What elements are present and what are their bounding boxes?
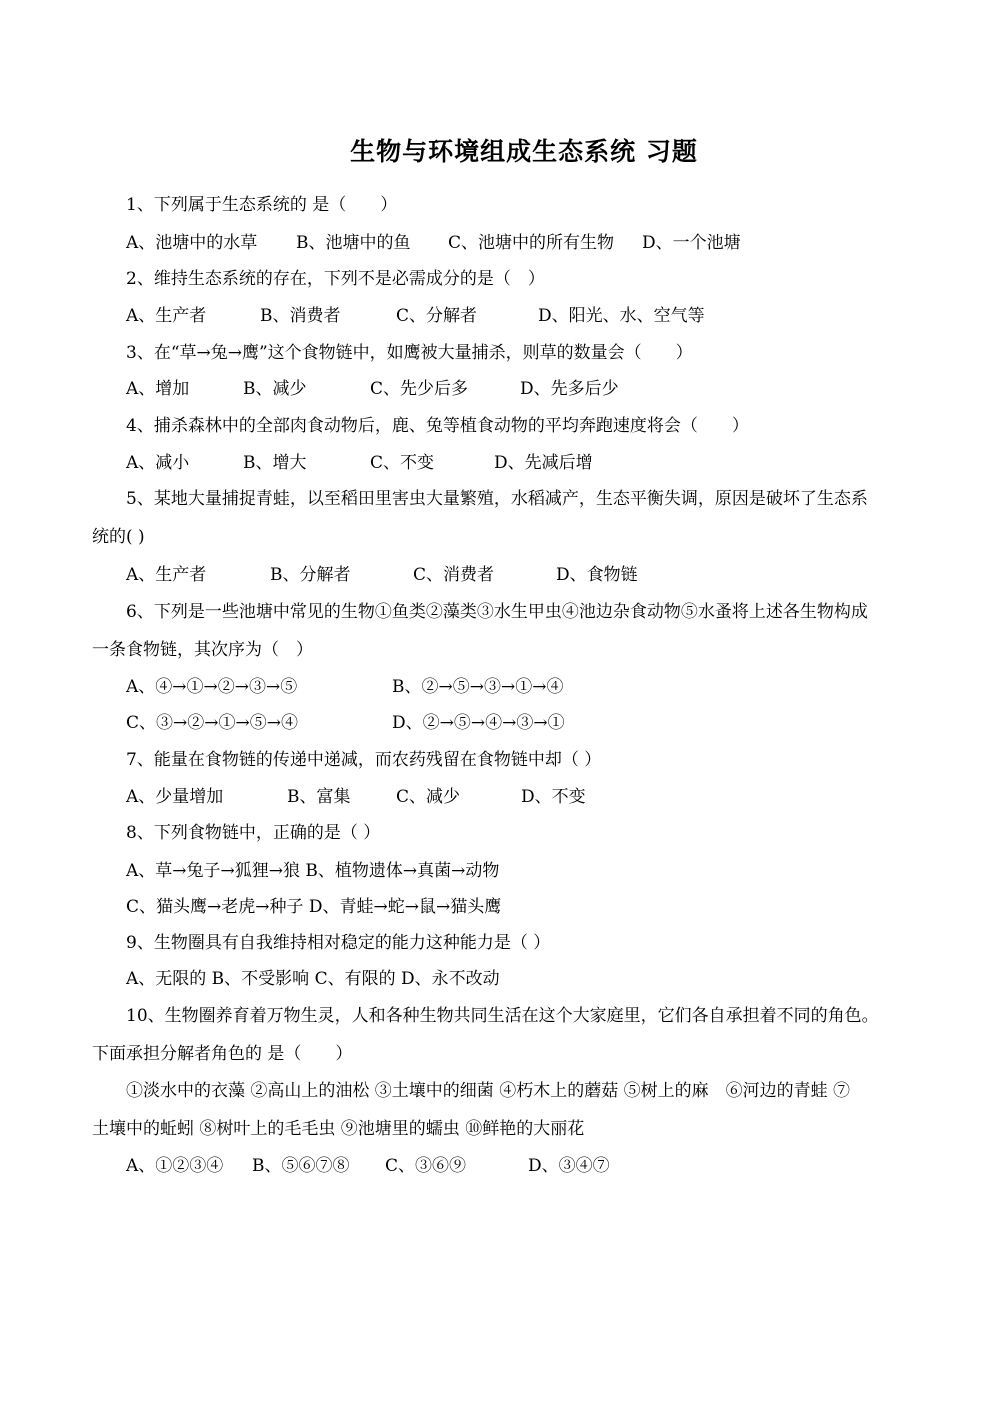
question-2-option-a: A、生产者	[126, 306, 207, 326]
question-7-option-a: A、少量增加	[126, 787, 224, 807]
question-6-option-a: A、④→①→②→③→⑤	[126, 677, 298, 697]
question-8-stem: 8、下列食物链中，正确的是（ ）	[126, 823, 381, 843]
question-8-options-line-2: C、猫头鹰→老虎→种子 D、青蛙→蛇→鼠→猫头鹰	[126, 897, 502, 917]
question-3-option-d: D、先多后少	[520, 379, 619, 399]
question-2-option-c: C、分解者	[396, 306, 478, 326]
question-10-option-d: D、③④⑦	[528, 1156, 610, 1176]
question-7-option-d: D、不变	[521, 787, 586, 807]
question-2-option-d: D、阳光、水、空气等	[538, 306, 705, 326]
question-6-option-c: C、③→②→①→⑤→④	[126, 713, 298, 733]
question-10-option-c: C、③⑥⑨	[385, 1156, 467, 1176]
question-4-stem: 4、捕杀森林中的全部肉食动物后，鹿、兔等植食动物的平均奔跑速度将会（ ）	[126, 416, 749, 436]
question-3-option-c: C、先少后多	[370, 379, 469, 399]
question-6-option-b: B、②→⑤→③→①→④	[392, 677, 564, 697]
question-4-option-d: D、先减后增	[494, 453, 593, 473]
question-4-option-b: B、增大	[243, 453, 307, 473]
question-5-stem-line-2: 统的( )	[92, 527, 145, 547]
question-7-option-b: B、富集	[287, 787, 351, 807]
question-5-option-c: C、消费者	[413, 565, 495, 585]
question-10-items-line-2: 土壤中的蚯蚓 ⑧树叶上的毛毛虫 ⑨池塘里的蠕虫 ⑩鲜艳的大丽花	[92, 1119, 585, 1139]
question-10-option-b: B、⑤⑥⑦⑧	[252, 1156, 350, 1176]
question-3-stem: 3、在“草→兔→鹰”这个食物链中，如鹰被大量捕杀，则草的数量会（ ）	[126, 343, 693, 363]
question-9-options: A、无限的 B、不受影响 C、有限的 D、永不改动	[126, 969, 500, 989]
question-10-option-a: A、①②③④	[126, 1156, 224, 1176]
question-7-stem: 7、能量在食物链的传递中递减，而农药残留在食物链中却（ ）	[126, 750, 602, 770]
question-2-stem: 2、维持生态系统的存在，下列不是必需成分的是（ ）	[126, 269, 545, 289]
question-1-option-c: C、池塘中的所有生物	[448, 233, 615, 253]
question-10-items-line-1: ①淡水中的衣藻 ②高山上的油松 ③土壤中的细菌 ④朽木上的蘑菇 ⑤树上的麻 ⑥河边的青蛙 ⑦	[126, 1081, 851, 1101]
question-10-stem-line-2: 下面承担分解者角色的 是（ ）	[92, 1044, 353, 1064]
question-1-option-b: B、池塘中的鱼	[296, 233, 411, 253]
question-5-stem-line-1: 5、某地大量捕捉青蛙，以至稻田里害虫大量繁殖，水稻减产，生态平衡失调，原因是破坏了生态系	[126, 489, 868, 509]
question-1-option-a: A、池塘中的水草	[126, 233, 258, 253]
question-7-option-c: C、减少	[396, 787, 461, 807]
page-title: 生物与环境组成生态系统 习题	[350, 137, 698, 166]
question-8-options-line-1: A、草→兔子→狐狸→狼 B、植物遗体→真菌→动物	[126, 861, 500, 881]
question-6-stem-line-1: 6、下列是一些池塘中常见的生物①鱼类②藻类③水生甲虫④池边杂食动物⑤水蚤将上述各生物构成	[126, 602, 868, 622]
question-2-option-b: B、消费者	[260, 306, 341, 326]
question-1-stem: 1、下列属于生态系统的 是（ ）	[126, 195, 398, 215]
question-9-stem: 9、生物圈具有自我维持相对稳定的能力这种能力是（ ）	[126, 933, 551, 953]
question-5-option-b: B、分解者	[270, 565, 351, 585]
question-3-option-a: A、增加	[126, 379, 190, 399]
question-10-stem-line-1: 10、生物圈养育着万物生灵，人和各种生物共同生活在这个大家庭里，它们各自承担着不同的角色。	[126, 1006, 879, 1026]
question-4-option-a: A、减小	[126, 453, 190, 473]
question-3-option-b: B、减少	[243, 379, 307, 399]
question-4-option-c: C、不变	[370, 453, 435, 473]
question-6-stem-line-2: 一条食物链，其次序为（ ）	[92, 640, 313, 660]
question-5-option-d: D、食物链	[556, 565, 638, 585]
question-1-option-d: D、一个池塘	[642, 233, 741, 253]
question-5-option-a: A、生产者	[126, 565, 207, 585]
question-6-option-d: D、②→⑤→④→③→①	[392, 713, 565, 733]
